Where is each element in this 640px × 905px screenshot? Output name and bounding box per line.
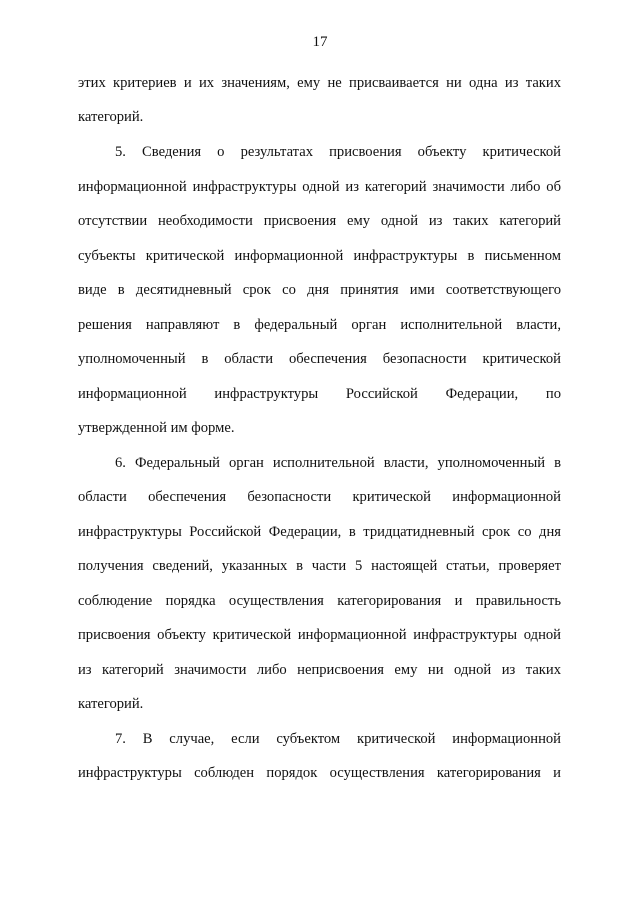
text-line: 7. В случае, если субъектом критической информационной	[115, 731, 561, 747]
text-line: отсутствии необходимости присвоения ему одной из таких категорий	[78, 213, 561, 229]
text-line: утвержденной им форме.	[78, 420, 235, 436]
text-line: соблюдение порядка осуществления категорирования и правильность	[78, 593, 561, 609]
text-line: 6. Федеральный орган исполнительной власти, уполномоченный в	[115, 455, 561, 471]
text-line: категорий.	[78, 109, 144, 125]
text-line: присвоения объекту критической информационной инфраструктуры одной	[78, 627, 561, 643]
text-line: решения направляют в федеральный орган исполнительной власти,	[78, 317, 561, 333]
page-number: 17	[312, 34, 328, 50]
text-line: виде в десятидневный срок со дня принятия ими соответствующего	[78, 282, 561, 298]
text-line: категорий.	[78, 696, 144, 712]
text-line: области обеспечения безопасности критической информационной	[78, 489, 561, 505]
text-line: из категорий значимости либо неприсвоения ему ни одной из таких	[78, 662, 561, 678]
text-line: информационной инфраструктуры Российской Федерации, по	[78, 386, 561, 402]
text-line: инфраструктуры Российской Федерации, в тридцатидневный срок со дня	[78, 524, 561, 540]
text-line: получения сведений, указанных в части 5 настоящей статьи, проверяет	[78, 558, 561, 574]
text-line: уполномоченный в области обеспечения безопасности критической	[78, 351, 561, 367]
text-line: этих критериев и их значениям, ему не присваивается ни одна из таких	[78, 75, 561, 91]
text-line: инфраструктуры соблюден порядок осуществления категорирования и	[78, 765, 561, 781]
text-line: 5. Сведения о результатах присвоения объекту критической	[115, 144, 561, 160]
text-line: информационной инфраструктуры одной из категорий значимости либо об	[78, 179, 561, 195]
text-line: субъекты критической информационной инфраструктуры в письменном	[78, 248, 561, 264]
